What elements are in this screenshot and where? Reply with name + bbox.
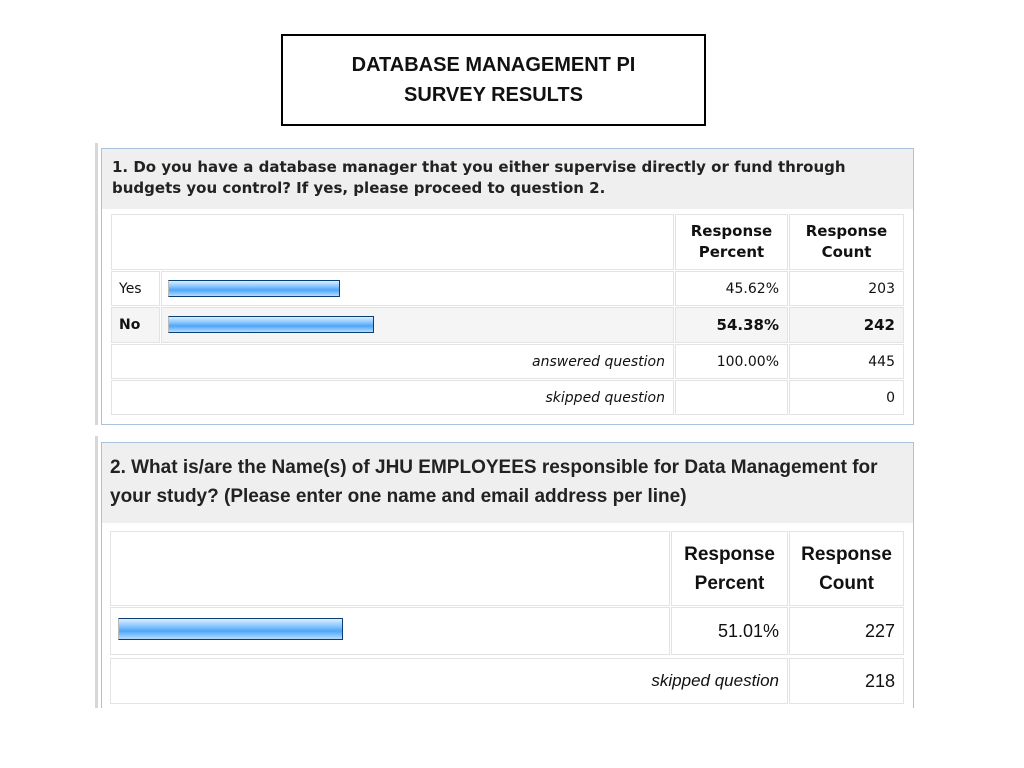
q1-row-yes-count: 203 [789,271,904,306]
q1-answered-percent: 100.00% [675,344,788,379]
q1-header-blank [111,214,674,270]
q1-header-percent: Response Percent [675,214,788,270]
q1-row-no-label: No [111,307,160,343]
q2-row-percent: 51.01% [671,607,788,655]
q1-row-no-count: 242 [789,307,904,343]
q1-side-rule [95,143,98,425]
q1-question: 1. Do you have a database manager that you either supervise directly or fund through budgets you control? If yes, please proceed to question 2. [102,149,913,209]
q1-row-yes-percent: 45.62% [675,271,788,306]
q2-question: 2. What is/are the Name(s) of JHU EMPLOYEES responsible for Data Management for your study? (Please enter one name and email address per line) [102,443,913,523]
q2-panel [101,442,914,708]
q2-skipped-count: 218 [789,658,904,704]
q1-answered-label: answered question [111,344,674,379]
q1-no-bar [168,316,374,333]
q1-row-no-bar-cell [161,307,674,343]
q1-answered-count: 445 [789,344,904,379]
q1-skipped-percent [675,380,788,415]
q2-header-blank [110,531,670,606]
q1-yes-bar [168,280,340,297]
q1-row-yes-label: Yes [111,271,160,306]
q1-row-yes-bar-cell [161,271,674,306]
q2-row-count: 227 [789,607,904,655]
q1-panel [101,148,914,425]
slide-title-line1: DATABASE MANAGEMENT PI [351,54,636,76]
slide-title [281,34,706,126]
q2-response-bar [118,618,343,640]
q1-header-count: Response Count [789,214,904,270]
q1-skipped-count: 0 [789,380,904,415]
q1-skipped-label: skipped question [111,380,674,415]
q2-skipped-label: skipped question [110,658,788,704]
q2-side-rule [95,436,98,708]
q2-row-bar-cell [110,607,670,655]
slide-title-line2: SURVEY RESULTS [404,84,583,106]
q2-header-percent: Response Percent [671,531,788,606]
q1-row-no-percent: 54.38% [675,307,788,343]
q2-header-count: Response Count [789,531,904,606]
